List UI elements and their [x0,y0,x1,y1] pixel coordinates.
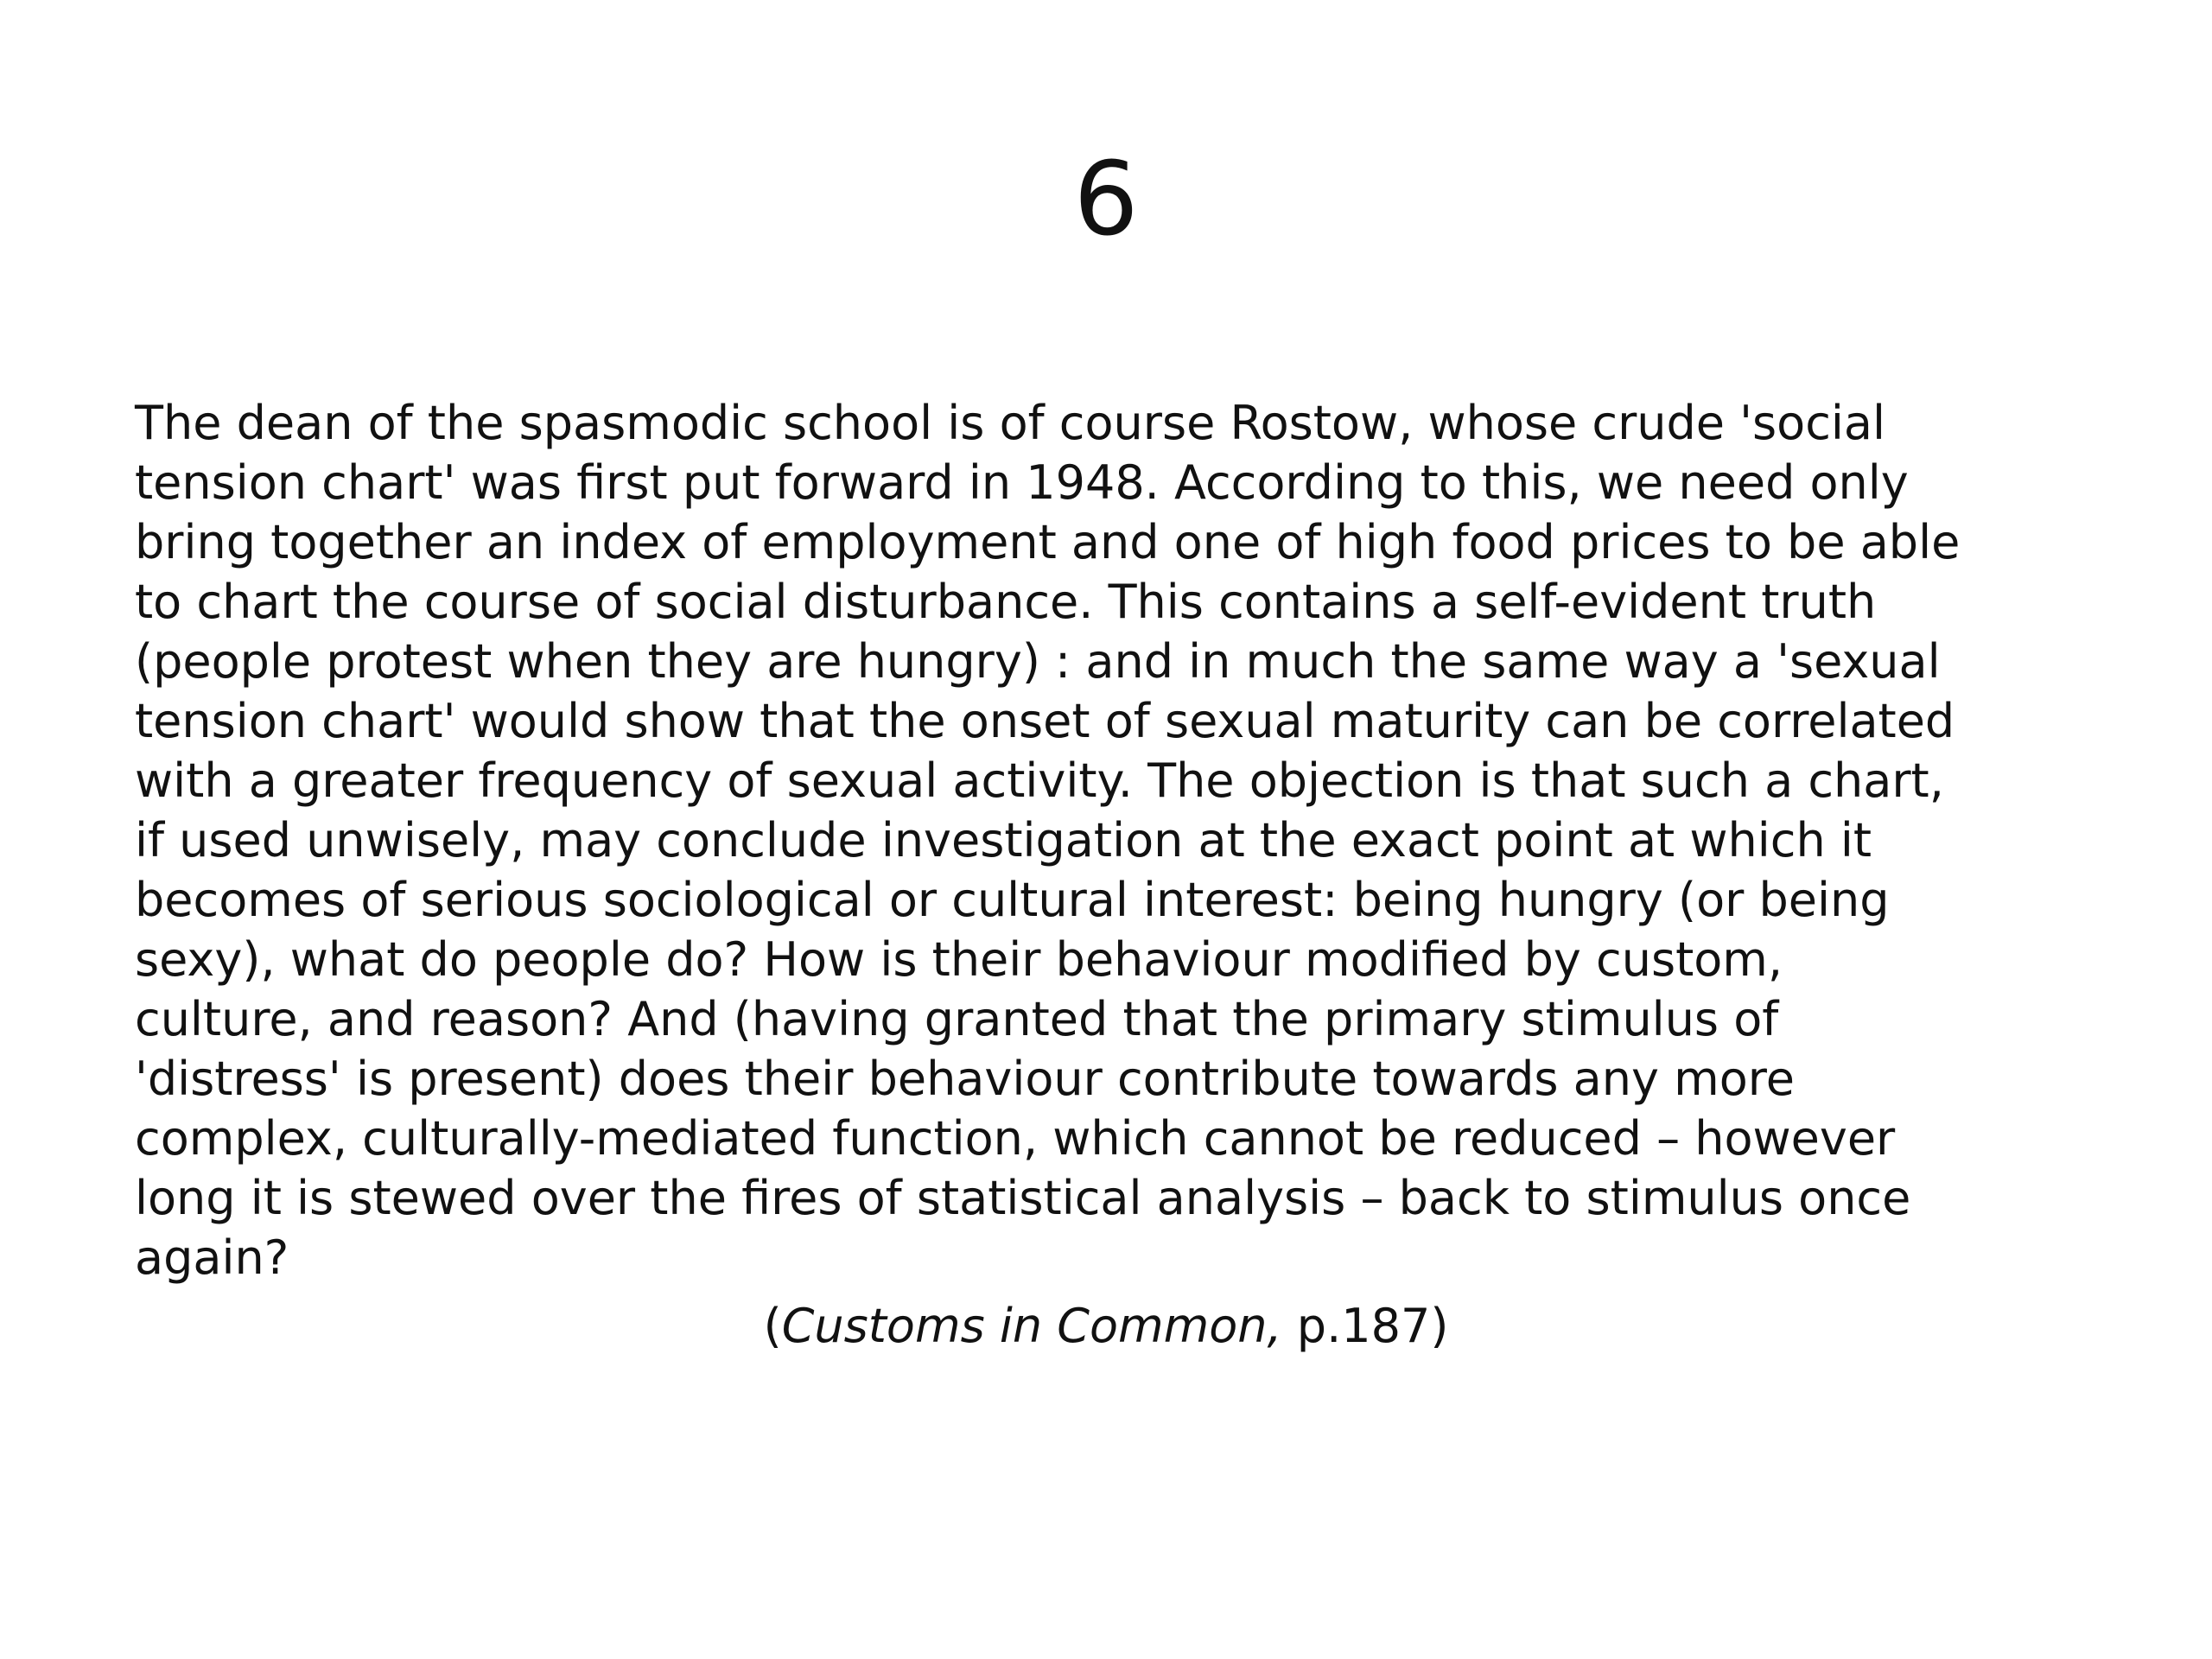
quote-line: to chart the course of social disturbance. This contains a self-evident truth [135,575,1877,629]
quote-line: long it is stewed over the fires of statistical analysis – back to stimulus once [135,1171,1911,1225]
quote-line: bring together an index of employment and one of high food prices to be able [135,515,1961,569]
quote-line: (people protest when they are hungry) : and in much the same way a 'sexual [135,634,1941,689]
quote-line: again? [135,1230,289,1285]
quote-line: The dean of the spasmodic school is of course Rostow, whose crude 'social [135,396,1885,450]
quote-line: 'distress' is present) does their behaviour contribute towards any more [135,1052,1795,1106]
slide-title: 6 [1073,139,1139,258]
citation-page: p.187) [1281,1299,1449,1353]
citation-book-title: Customs in Common, [781,1299,1282,1353]
quote-line: with a greater frequency of sexual activity. The objection is that such a chart, [135,753,1944,808]
quote-line: sexy), what do people do? How is their behaviour modified by custom, [135,932,1783,987]
quote-line: tension chart' would show that the onset of sexual maturity can be correlated [135,694,1955,748]
quote-line: complex, culturally-mediated function, which cannot be reduced – however [135,1111,1896,1166]
citation [0,1296,2212,1357]
quote-line: culture, and reason? And (having granted that the primary stimulus of [135,992,1779,1046]
citation-open: ( [763,1299,782,1353]
quote-line: tension chart' was first put forward in 1948. According to this, we need only [135,455,1909,510]
quote-body [135,393,2122,1287]
quote-line: if used unwisely, may conclude investigation at the exact point at which it [135,813,1872,868]
quote-line: becomes of serious sociological or cultural interest: being hungry (or being [135,873,1890,927]
